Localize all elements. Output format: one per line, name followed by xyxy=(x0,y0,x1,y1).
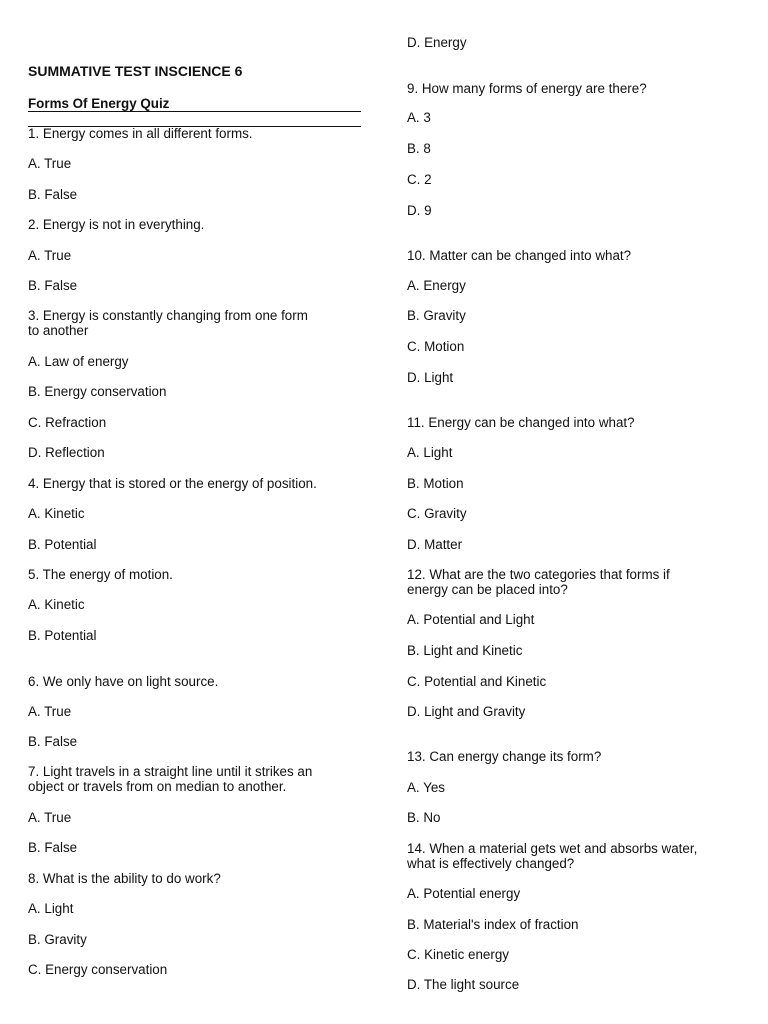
question-13: 13. Can energy change its form? xyxy=(407,749,602,764)
q9-option-b: B. 8 xyxy=(407,141,431,156)
q12-option-a: A. Potential and Light xyxy=(407,612,535,627)
question-7-line-2: object or travels from on median to another. xyxy=(28,779,287,794)
question-10: 10. Matter can be changed into what? xyxy=(407,248,632,263)
q13-option-b: B. No xyxy=(407,810,441,825)
q10-option-d: D. Light xyxy=(407,370,454,385)
question-9: 9. How many forms of energy are there? xyxy=(407,81,647,96)
question-6: 6. We only have on light source. xyxy=(28,674,219,689)
q12-option-b: B. Light and Kinetic xyxy=(407,643,523,658)
q11-option-c: C. Gravity xyxy=(407,506,467,521)
question-4: 4. Energy that is stored or the energy of position. xyxy=(28,476,317,491)
q2-option-a: A. True xyxy=(28,248,72,263)
q5-option-a: A. Kinetic xyxy=(28,597,85,612)
question-8: 8. What is the ability to do work? xyxy=(28,871,221,886)
q12-option-c: C. Potential and Kinetic xyxy=(407,674,547,689)
q4-option-b: B. Potential xyxy=(28,537,97,552)
question-5: 5. The energy of motion. xyxy=(28,567,173,582)
q5-option-b: B. Potential xyxy=(28,628,97,643)
q2-option-b: B. False xyxy=(28,278,78,293)
q9-option-a: A. 3 xyxy=(407,110,431,125)
question-7-line-1: 7. Light travels in a straight line until it strikes an xyxy=(28,764,313,779)
q10-option-c: C. Motion xyxy=(407,339,465,354)
q11-option-a: A. Light xyxy=(407,445,453,460)
q13-option-a: A. Yes xyxy=(407,780,445,795)
q12-option-d: D. Light and Gravity xyxy=(407,704,526,719)
q9-option-c: C. 2 xyxy=(407,172,432,187)
question-12-line-1: 12. What are the two categories that forms if xyxy=(407,567,670,582)
question-3-line-2: to another xyxy=(28,323,89,338)
q1-option-b: B. False xyxy=(28,187,78,202)
subtitle-underline xyxy=(28,111,361,112)
q9-option-d: D. 9 xyxy=(407,203,432,218)
q1-option-a: A. True xyxy=(28,156,72,171)
q3-option-a: A. Law of energy xyxy=(28,354,129,369)
q8-option-b: B. Gravity xyxy=(28,932,87,947)
question-1: 1. Energy comes in all different forms. xyxy=(28,126,253,141)
quiz-subtitle: Forms Of Energy Quiz xyxy=(28,96,170,111)
q8-option-c: C. Energy conservation xyxy=(28,962,168,977)
question-11: 11. Energy can be changed into what? xyxy=(407,415,635,430)
q7-option-a: A. True xyxy=(28,810,72,825)
q11-option-d: D. Matter xyxy=(407,537,463,552)
q14-option-b: B. Material's index of fraction xyxy=(407,917,579,932)
q8-option-a: A. Light xyxy=(28,901,74,916)
q7-option-b: B. False xyxy=(28,840,78,855)
q14-option-d: D. The light source xyxy=(407,977,520,992)
q6-option-a: A. True xyxy=(28,704,72,719)
question-14-line-1: 14. When a material gets wet and absorbs water, xyxy=(407,841,698,856)
q11-option-b: B. Motion xyxy=(407,476,464,491)
q14-option-c: C. Kinetic energy xyxy=(407,947,509,962)
q14-option-a: A. Potential energy xyxy=(407,886,521,901)
q6-option-b: B. False xyxy=(28,734,78,749)
q10-option-b: B. Gravity xyxy=(407,308,466,323)
test-title: SUMMATIVE TEST INSCIENCE 6 xyxy=(28,63,243,79)
question-3-line-1: 3. Energy is constantly changing from one form xyxy=(28,308,308,323)
q3-option-c: C. Refraction xyxy=(28,415,107,430)
q3-option-b: B. Energy conservation xyxy=(28,384,167,399)
question-12-line-2: energy can be placed into? xyxy=(407,582,568,597)
q4-option-a: A. Kinetic xyxy=(28,506,85,521)
q3-option-d: D. Reflection xyxy=(28,445,105,460)
question-14-line-2: what is effectively changed? xyxy=(407,856,575,871)
q10-option-a: A. Energy xyxy=(407,278,466,293)
question-2: 2. Energy is not in everything. xyxy=(28,217,205,232)
q8-option-d: D. Energy xyxy=(407,35,467,50)
